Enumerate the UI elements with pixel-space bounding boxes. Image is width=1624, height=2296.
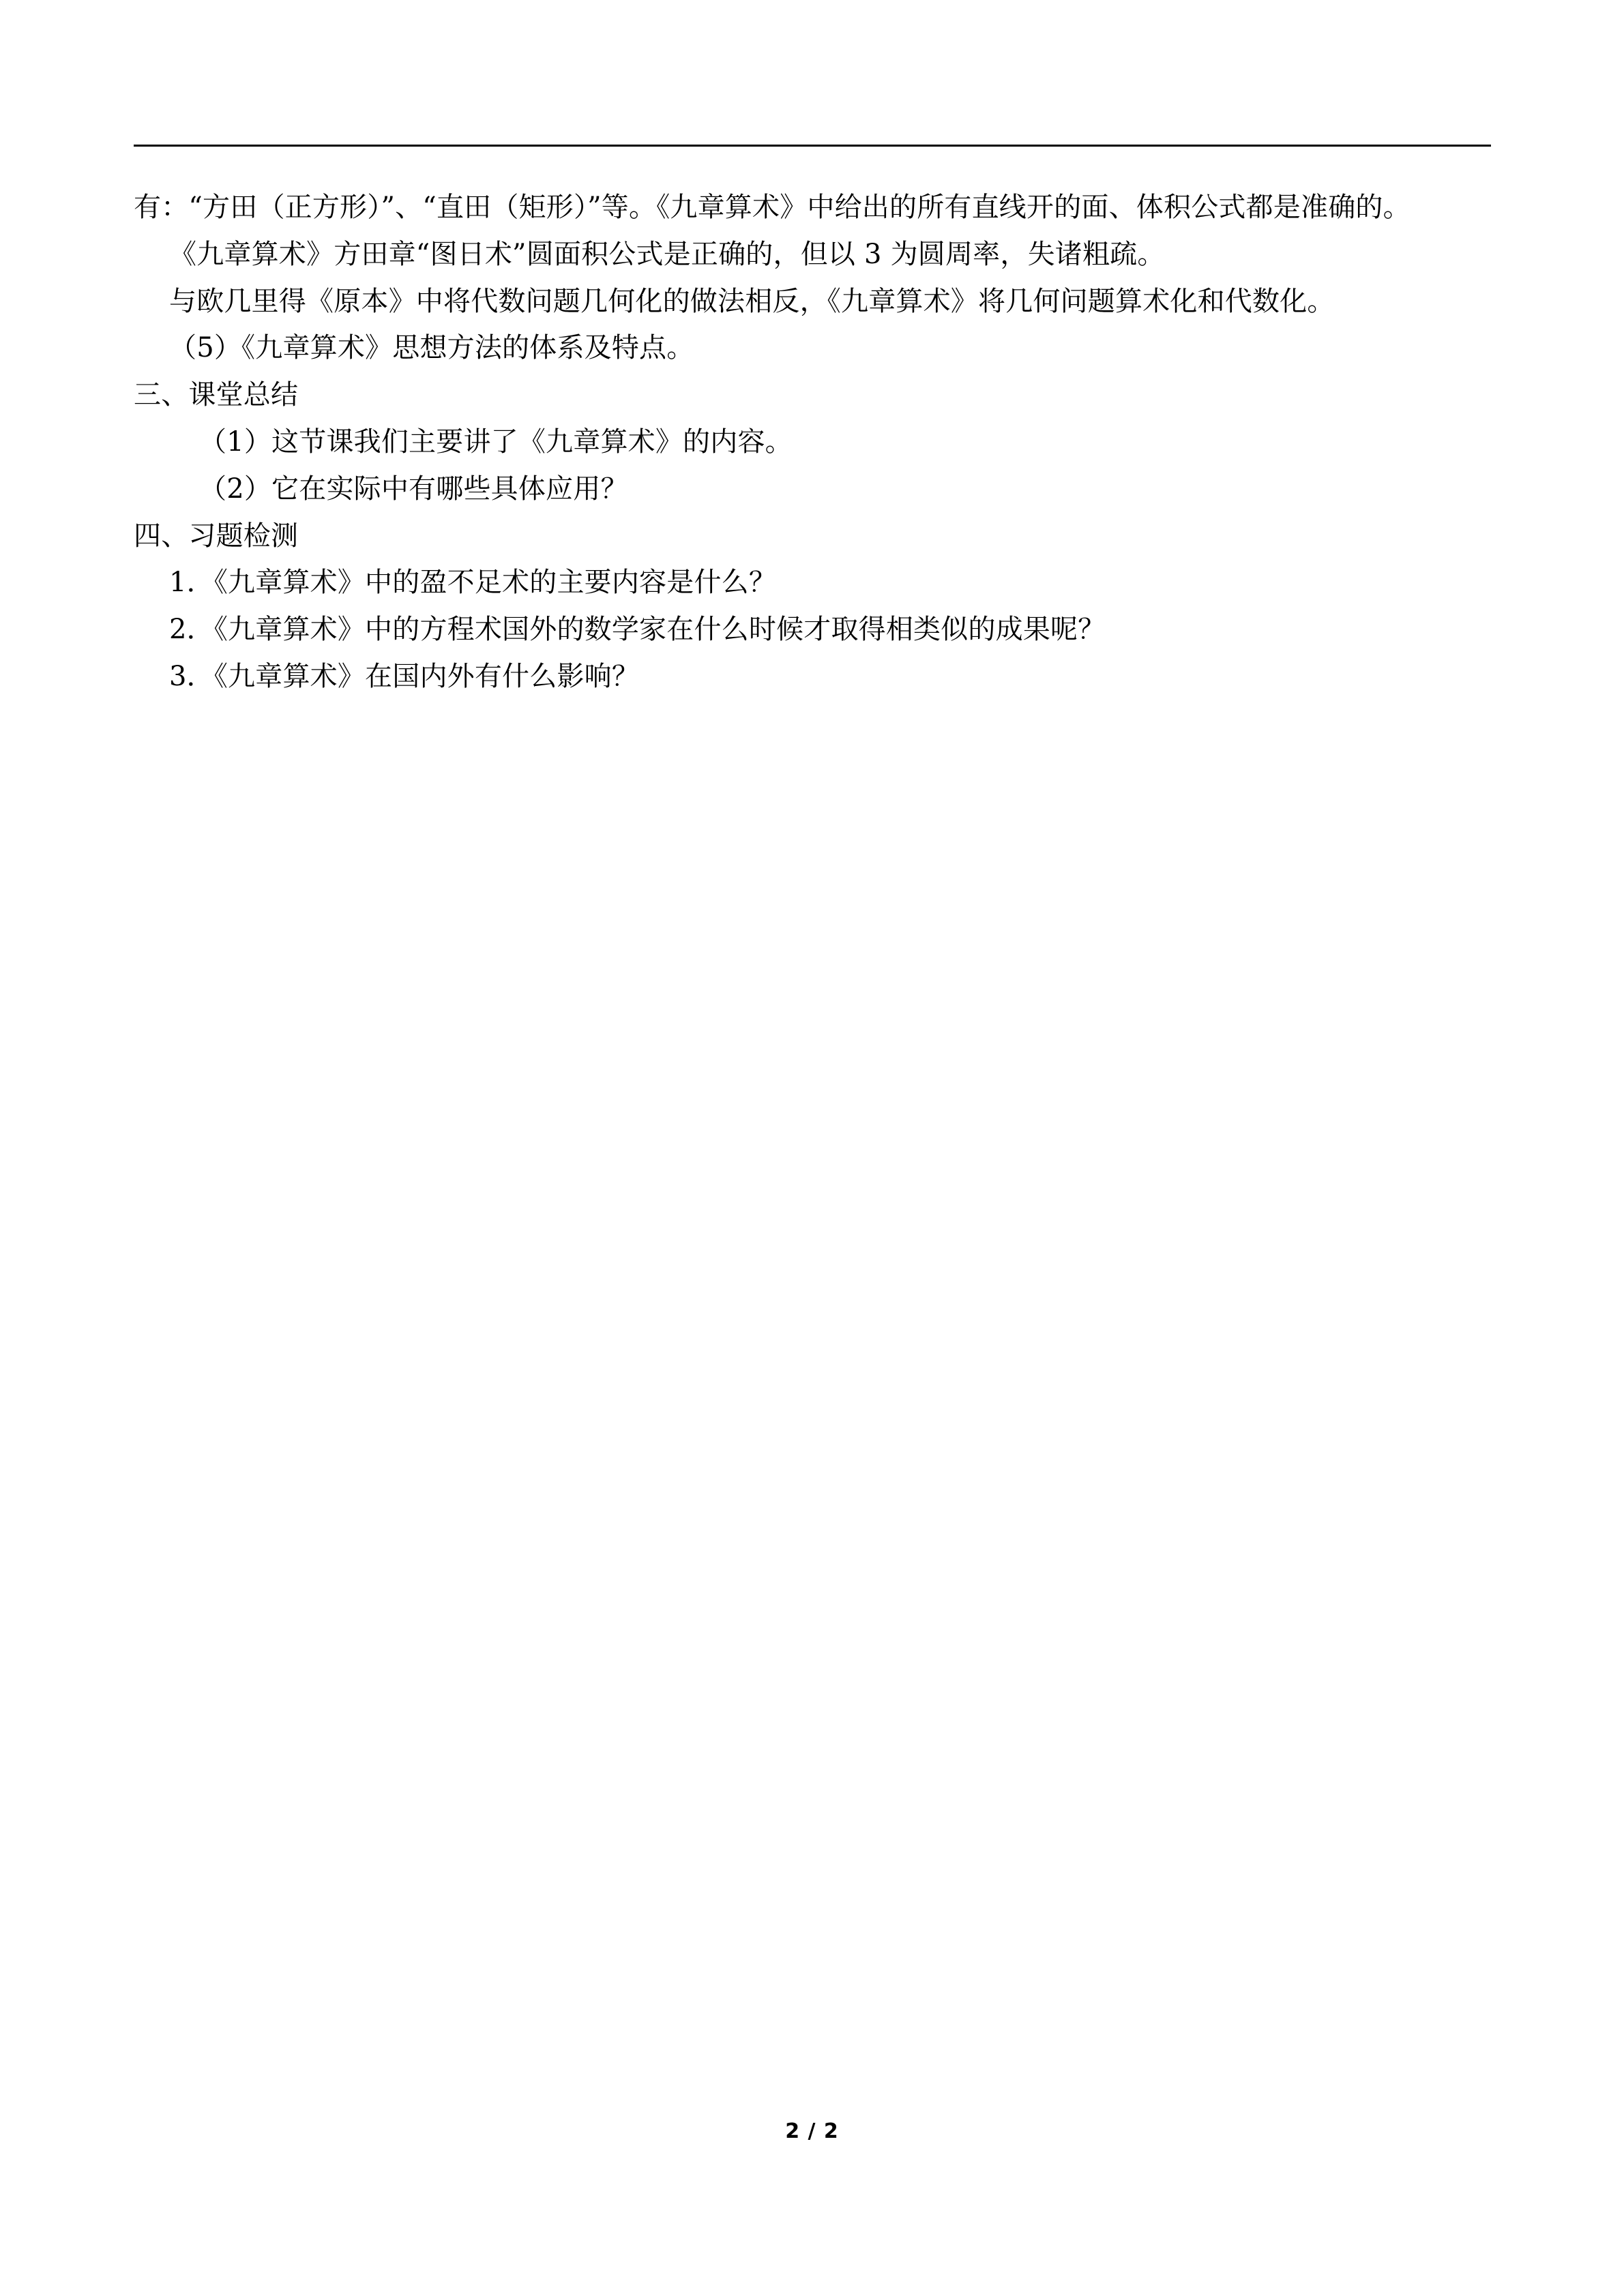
paragraph: （5）《九章算术》思想方法的体系及特点。 <box>169 332 694 364</box>
document-body <box>134 185 1494 702</box>
paragraph: 《九章算术》方田章“图日术”圆面积公式是正确的，但以 3 为圆周率，失诸粗疏。 <box>169 238 1165 270</box>
section-heading: 四、习题检测 <box>134 520 299 552</box>
header-divider <box>134 145 1491 147</box>
section-heading: 三、课堂总结 <box>134 379 299 411</box>
paragraph: 与欧几里得《原本》中将代数问题几何化的做法相反，《九章算术》将几何问题算术化和代数化。 <box>169 285 1335 317</box>
paragraph: （1）这节课我们主要讲了《九章算术》的内容。 <box>199 426 793 458</box>
list-item: 3．《九章算术》在国内外有什么影响？ <box>169 660 640 692</box>
paragraph: （2）它在实际中有哪些具体应用？ <box>199 473 628 505</box>
paragraph: 有：“方田（正方形）”、“直田（矩形）”等。《九章算术》中给出的所有直线开的面、体积公式都是准确的。 <box>134 192 1411 223</box>
list-item: 2．《九章算术》中的方程术国外的数学家在什么时候才取得相类似的成果呢？ <box>169 614 1106 646</box>
list-item: 1．《九章算术》中的盈不足术的主要内容是什么？ <box>169 567 777 599</box>
page-number: 2 / 2 <box>785 2119 839 2143</box>
